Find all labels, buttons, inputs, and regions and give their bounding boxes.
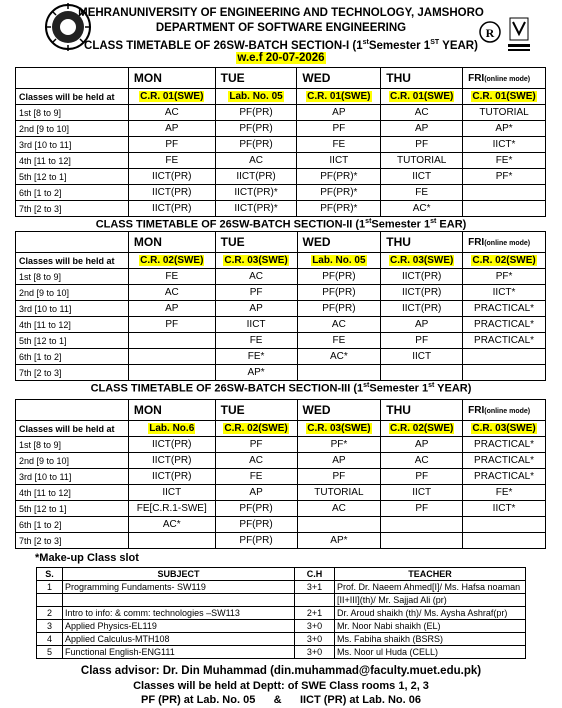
- section1-timetable: [15, 67, 546, 217]
- held-label: Classes will be held at: [16, 253, 129, 269]
- class-cell: AP: [381, 317, 463, 333]
- class-cell: IICT(PR): [128, 185, 215, 201]
- class-cell: AC*: [381, 201, 463, 217]
- class-cell: PF(PR): [215, 105, 297, 121]
- class-cell: PF: [128, 317, 215, 333]
- class-cell: AP: [128, 301, 215, 317]
- period-label: 2nd [9 to 10]: [16, 453, 129, 469]
- class-cell: PF(PR)*: [297, 201, 381, 217]
- section2-timetable: [15, 231, 546, 381]
- class-cell: [463, 365, 546, 381]
- makeup-teacher: Ms. Noor ul Huda (CELL): [335, 646, 526, 659]
- timetable-row: [16, 105, 546, 121]
- makeup-subject: Programming Fundaments- SW119: [63, 581, 295, 594]
- period-label: 5th [12 to 1]: [16, 169, 129, 185]
- class-cell: IICT: [381, 485, 463, 501]
- held-label: Classes will be held at: [16, 89, 129, 105]
- class-cell: [381, 533, 463, 549]
- held-mon: C.R. 02(SWE): [128, 253, 215, 269]
- day-thu: THU: [381, 232, 463, 253]
- class-cell: PRACTICAL*: [463, 301, 546, 317]
- timetable-row: [16, 365, 546, 381]
- period-label: 4th [11 to 12]: [16, 317, 129, 333]
- class-cell: TUTORIAL: [463, 105, 546, 121]
- class-cell: PF(PR)*: [297, 169, 381, 185]
- makeup-label: *Make-up Class slot: [35, 552, 139, 564]
- class-cell: PF(PR): [297, 301, 381, 317]
- makeup-header-subject: SUBJECT: [63, 568, 295, 581]
- period-label: 6th [1 to 2]: [16, 185, 129, 201]
- class-cell: FE*: [463, 153, 546, 169]
- period-label: 3rd [10 to 11]: [16, 137, 129, 153]
- department-name: DEPARTMENT OF SOFTWARE ENGINEERING: [155, 22, 407, 34]
- class-cell: IICT*: [463, 285, 546, 301]
- makeup-row: [37, 607, 526, 620]
- class-cell: [381, 517, 463, 533]
- day-mon: MON: [128, 68, 215, 89]
- held-thu: C.R. 01(SWE): [381, 89, 463, 105]
- timetable-row: [16, 517, 546, 533]
- class-cell: [463, 201, 546, 217]
- timetable-row: [16, 501, 546, 517]
- class-cell: IICT*: [463, 137, 546, 153]
- class-cell: PF: [381, 137, 463, 153]
- class-cell: AP: [297, 105, 381, 121]
- day-fri: FRI(online mode): [463, 68, 546, 89]
- class-cell: PF(PR): [215, 533, 297, 549]
- class-cell: PF(PR): [215, 121, 297, 137]
- period-label: 1st [8 to 9]: [16, 269, 129, 285]
- class-cell: PF: [215, 437, 297, 453]
- held-thu: C.R. 03(SWE): [381, 253, 463, 269]
- class-cell: [128, 333, 215, 349]
- held-thu: C.R. 02(SWE): [381, 421, 463, 437]
- makeup-row: [37, 581, 526, 594]
- held-fri: C.R. 01(SWE): [463, 89, 546, 105]
- makeup-row: [37, 646, 526, 659]
- period-label: 7th [2 to 3]: [16, 533, 129, 549]
- period-label: 1st [8 to 9]: [16, 437, 129, 453]
- makeup-table: [36, 567, 526, 659]
- class-cell: AC*: [297, 349, 381, 365]
- class-cell: PF(PR)*: [297, 185, 381, 201]
- timetable-row: [16, 137, 546, 153]
- class-cell: [128, 533, 215, 549]
- class-cell: AP: [381, 121, 463, 137]
- class-cell: IICT(PR): [381, 285, 463, 301]
- university-name: MEHRANUNIVERSITY OF ENGINEERING AND TECHNOLOGY, JAMSHORO: [78, 7, 484, 19]
- class-cell: IICT(PR): [128, 169, 215, 185]
- makeup-subject: Functional English-ENG111: [63, 646, 295, 659]
- held-label: Classes will be held at: [16, 421, 129, 437]
- class-cell: IICT: [128, 485, 215, 501]
- class-cell: AP: [215, 301, 297, 317]
- timetable-row: [16, 301, 546, 317]
- period-label: 7th [2 to 3]: [16, 365, 129, 381]
- class-cell: IICT(PR)*: [215, 201, 297, 217]
- day-tue: TUE: [215, 400, 297, 421]
- class-cell: IICT: [381, 169, 463, 185]
- class-cell: FE*: [215, 349, 297, 365]
- class-cell: IICT: [215, 317, 297, 333]
- class-cell: [463, 533, 546, 549]
- labs-note: PF (PR) at Lab. No. 05 & IICT (PR) at Lab. No. 06: [141, 694, 421, 706]
- timetable-row: [16, 485, 546, 501]
- period-label: 6th [1 to 2]: [16, 349, 129, 365]
- makeup-ch: 2+1: [295, 607, 335, 620]
- makeup-teacher: Prof. Dr. Naeem Ahmed[I]/ Ms. Hafsa noaman: [335, 581, 526, 594]
- class-cell: IICT*: [463, 501, 546, 517]
- held-tue: C.R. 02(SWE): [215, 421, 297, 437]
- makeup-ch: [295, 594, 335, 607]
- class-cell: PF: [381, 501, 463, 517]
- makeup-subject: Applied Calculus-MTH108: [63, 633, 295, 646]
- makeup-teacher: [II+III](th)/ Mr. Sajjad Ali (pr): [335, 594, 526, 607]
- class-cell: FE[C.R.1-SWE]: [128, 501, 215, 517]
- section1-title: CLASS TIMETABLE OF 26SW-BATCH SECTION-I (1stSemester 1ST YEAR): [84, 39, 478, 52]
- timetable-row: [16, 269, 546, 285]
- class-cell: PF(PR): [215, 501, 297, 517]
- day-fri: FRI(online mode): [463, 400, 546, 421]
- held-wed: C.R. 01(SWE): [297, 89, 381, 105]
- section3-timetable: [15, 399, 546, 549]
- timetable-row: [16, 121, 546, 137]
- class-cell: AC: [297, 501, 381, 517]
- day-fri: FRI(online mode): [463, 232, 546, 253]
- day-wed: WED: [297, 68, 381, 89]
- class-cell: IICT(PR): [381, 301, 463, 317]
- makeup-subject: [63, 594, 295, 607]
- timetable-row: [16, 185, 546, 201]
- class-cell: AC: [381, 105, 463, 121]
- day-wed: WED: [297, 232, 381, 253]
- period-label: 7th [2 to 3]: [16, 201, 129, 217]
- makeup-row: [37, 594, 526, 607]
- class-cell: PF(PR): [215, 517, 297, 533]
- day-thu: THU: [381, 68, 463, 89]
- section2-title: CLASS TIMETABLE OF 26SW-BATCH SECTION-II (1stSemester 1st EAR): [95, 218, 467, 231]
- timetable-row: [16, 169, 546, 185]
- class-cell: IICT(PR)*: [215, 185, 297, 201]
- class-cell: [463, 349, 546, 365]
- class-cell: FE: [297, 333, 381, 349]
- class-cell: PRACTICAL*: [463, 469, 546, 485]
- class-cell: [463, 185, 546, 201]
- class-cell: AP: [381, 437, 463, 453]
- class-cell: [128, 349, 215, 365]
- class-cell: AP: [128, 121, 215, 137]
- day-mon: MON: [128, 232, 215, 253]
- held-wed: Lab. No. 05: [297, 253, 381, 269]
- class-cell: PRACTICAL*: [463, 333, 546, 349]
- held-tue: C.R. 03(SWE): [215, 253, 297, 269]
- class-cell: PF(PR): [297, 285, 381, 301]
- wef-date: w.e.f 20-07-2026: [237, 52, 325, 64]
- class-cell: IICT(PR): [128, 453, 215, 469]
- period-label: 5th [12 to 1]: [16, 501, 129, 517]
- class-cell: AC: [381, 453, 463, 469]
- class-advisor: Class advisor: Dr. Din Muhammad (din.muhammad@faculty.muet.edu.pk): [80, 665, 482, 677]
- makeup-ch: 3+0: [295, 633, 335, 646]
- class-cell: AC: [215, 453, 297, 469]
- timetable-row: [16, 333, 546, 349]
- class-cell: AC: [297, 317, 381, 333]
- held-mon: C.R. 01(SWE): [128, 89, 215, 105]
- timetable-row: [16, 453, 546, 469]
- makeup-teacher: Mr. Noor Nabi shaikh (EL): [335, 620, 526, 633]
- held-wed: C.R. 03(SWE): [297, 421, 381, 437]
- makeup-sno: 4: [37, 633, 63, 646]
- held-fri: C.R. 02(SWE): [463, 253, 546, 269]
- class-cell: FE*: [463, 485, 546, 501]
- makeup-header-sno: S.: [37, 568, 63, 581]
- classrooms-note: Classes will be held at Deptt: of SWE Class rooms 1, 2, 3: [133, 680, 429, 692]
- timetable-row: [16, 469, 546, 485]
- class-cell: FE: [215, 469, 297, 485]
- day-tue: TUE: [215, 68, 297, 89]
- class-cell: IICT(PR): [128, 437, 215, 453]
- period-label: 3rd [10 to 11]: [16, 469, 129, 485]
- makeup-header-teacher: TEACHER: [335, 568, 526, 581]
- class-cell: PF*: [297, 437, 381, 453]
- class-cell: PRACTICAL*: [463, 453, 546, 469]
- makeup-sno: 2: [37, 607, 63, 620]
- makeup-sno: 1: [37, 581, 63, 594]
- class-cell: AC*: [128, 517, 215, 533]
- timetable-row: [16, 349, 546, 365]
- period-label: 2nd [9 to 10]: [16, 121, 129, 137]
- period-label: 1st [8 to 9]: [16, 105, 129, 121]
- class-cell: TUTORIAL: [381, 153, 463, 169]
- class-cell: AP: [215, 485, 297, 501]
- class-cell: AP*: [215, 365, 297, 381]
- day-tue: TUE: [215, 232, 297, 253]
- class-cell: AP: [297, 453, 381, 469]
- class-cell: [128, 365, 215, 381]
- timetable-row: [16, 201, 546, 217]
- class-cell: PF: [297, 469, 381, 485]
- timetable-row: [16, 437, 546, 453]
- class-cell: PF: [381, 333, 463, 349]
- class-cell: PF: [128, 137, 215, 153]
- makeup-row: [37, 620, 526, 633]
- class-cell: PF(PR): [215, 137, 297, 153]
- makeup-subject: Intro to info: & comm: technologies –SW113: [63, 607, 295, 620]
- timetable-row: [16, 285, 546, 301]
- makeup-sno: 3: [37, 620, 63, 633]
- day-mon: MON: [128, 400, 215, 421]
- held-tue: Lab. No. 05: [215, 89, 297, 105]
- class-cell: FE: [128, 153, 215, 169]
- makeup-sno: 5: [37, 646, 63, 659]
- period-label: 5th [12 to 1]: [16, 333, 129, 349]
- held-fri: C.R. 03(SWE): [463, 421, 546, 437]
- class-cell: IICT(PR): [381, 269, 463, 285]
- day-wed: WED: [297, 400, 381, 421]
- timetable-row: [16, 317, 546, 333]
- class-cell: IICT(PR): [215, 169, 297, 185]
- makeup-teacher: Ms. Fabiha shaikh (BSRS): [335, 633, 526, 646]
- period-label: 6th [1 to 2]: [16, 517, 129, 533]
- class-cell: TUTORIAL: [297, 485, 381, 501]
- class-cell: IICT: [297, 153, 381, 169]
- makeup-ch: 3+1: [295, 581, 335, 594]
- day-thu: THU: [381, 400, 463, 421]
- class-cell: IICT: [381, 349, 463, 365]
- class-cell: PF(PR): [297, 269, 381, 285]
- period-label: 4th [11 to 12]: [16, 485, 129, 501]
- timetable-row: [16, 533, 546, 549]
- class-cell: AC: [215, 269, 297, 285]
- class-cell: IICT(PR): [128, 201, 215, 217]
- class-cell: AC: [215, 153, 297, 169]
- class-cell: FE: [215, 333, 297, 349]
- class-cell: FE: [128, 269, 215, 285]
- makeup-sno: [37, 594, 63, 607]
- class-cell: PF: [215, 285, 297, 301]
- class-cell: PF: [381, 469, 463, 485]
- period-label: 2nd [9 to 10]: [16, 285, 129, 301]
- section3-title: CLASS TIMETABLE OF 26SW-BATCH SECTION-III (1stSemester 1st YEAR): [90, 382, 472, 395]
- class-cell: AP*: [297, 533, 381, 549]
- class-cell: AP*: [463, 121, 546, 137]
- class-cell: IICT(PR): [128, 469, 215, 485]
- class-cell: [381, 365, 463, 381]
- class-cell: PF*: [463, 169, 546, 185]
- makeup-subject: Applied Physics-EL119: [63, 620, 295, 633]
- makeup-body: [37, 581, 526, 659]
- class-cell: FE: [381, 185, 463, 201]
- period-label: 3rd [10 to 11]: [16, 301, 129, 317]
- makeup-header-ch: C.H: [295, 568, 335, 581]
- makeup-ch: 3+0: [295, 620, 335, 633]
- svg-text:R: R: [485, 26, 495, 40]
- period-label: 4th [11 to 12]: [16, 153, 129, 169]
- class-cell: [297, 517, 381, 533]
- class-cell: AC: [128, 285, 215, 301]
- class-cell: [297, 365, 381, 381]
- class-cell: [463, 517, 546, 533]
- class-cell: PF*: [463, 269, 546, 285]
- makeup-ch: 3+0: [295, 646, 335, 659]
- makeup-row: [37, 633, 526, 646]
- class-cell: PF: [297, 121, 381, 137]
- makeup-teacher: Dr. Aroud shaikh (th)/ Ms. Aysha Ashraf(pr): [335, 607, 526, 620]
- class-cell: AC: [128, 105, 215, 121]
- class-cell: FE: [297, 137, 381, 153]
- class-cell: PRACTICAL*: [463, 317, 546, 333]
- timetable-row: [16, 153, 546, 169]
- held-mon: Lab. No.6: [128, 421, 215, 437]
- class-cell: PRACTICAL*: [463, 437, 546, 453]
